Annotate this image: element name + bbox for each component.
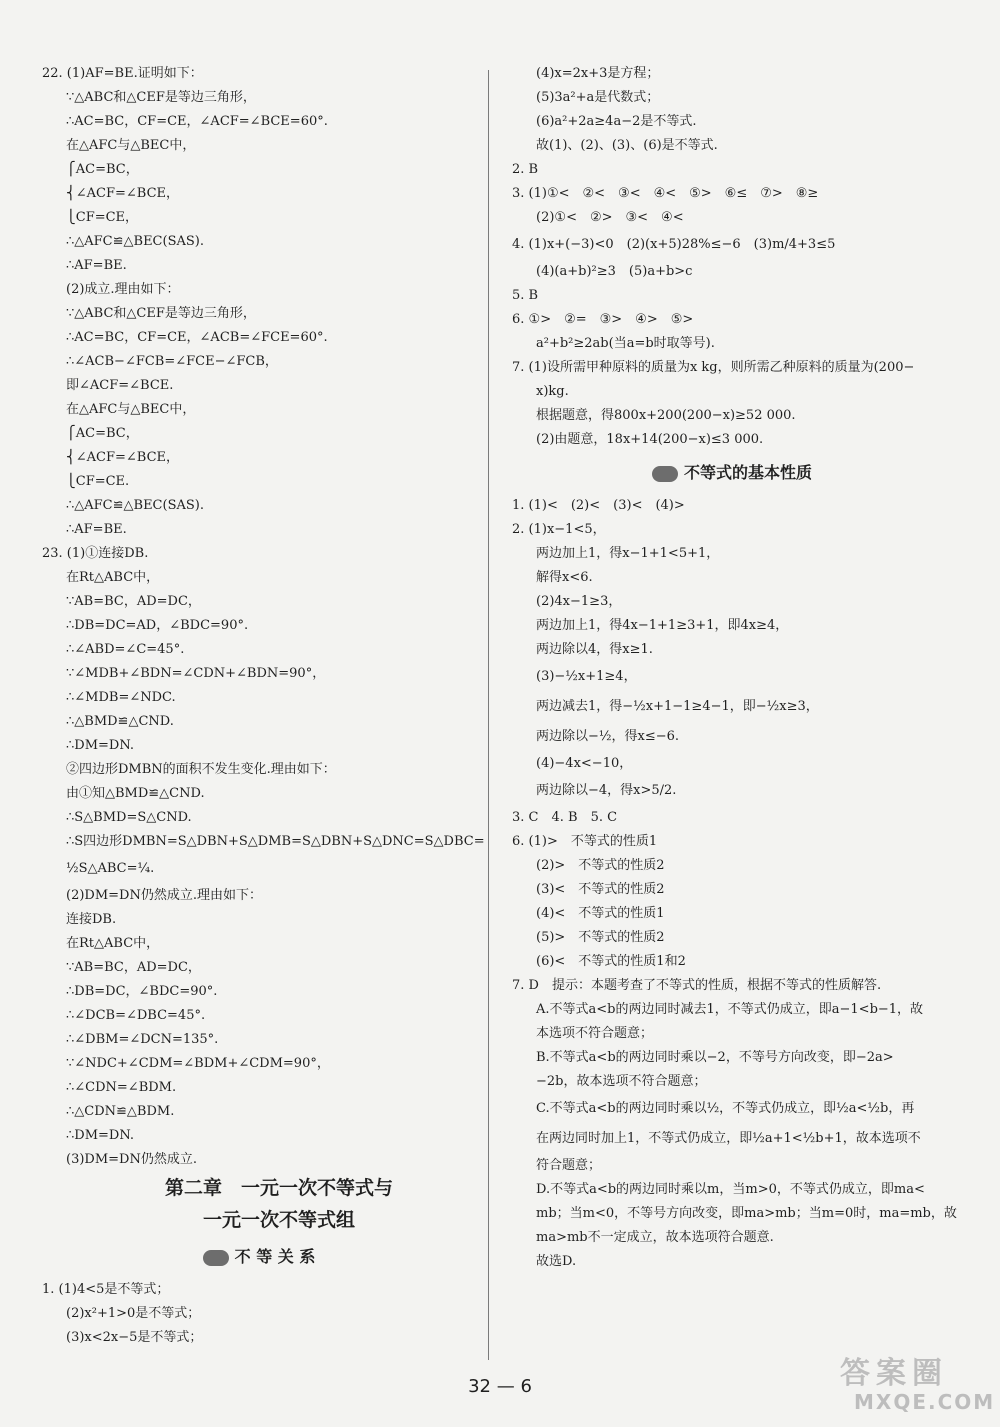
- answer-line: (2)①< ②> ③< ④<: [536, 210, 684, 225]
- answer-line: 两边加上1，得x−1+1<5+1，: [536, 546, 720, 561]
- answer-line: ½S△ABC=¼.: [66, 861, 155, 876]
- answer-line: 7. D 提示：本题考查了不等式的性质，根据不等式的性质解答.: [512, 978, 882, 993]
- column-divider: [488, 70, 489, 1360]
- answer-line: 在Rt△ABC中，: [66, 570, 160, 585]
- answer-line: ∴AF=BE.: [66, 258, 127, 273]
- answer-line: 4. (1)x+(−3)<0 (2)(x+5)28%≤−6 (3)m/4+3≤5: [512, 237, 836, 252]
- answer-line: ∵△ABC和△CEF是等边三角形，: [66, 306, 256, 321]
- answer-line: 1. (1)4<5是不等式；: [42, 1282, 170, 1297]
- answer-line: (2)4x−1≥3，: [536, 594, 622, 609]
- answer-line: 在△AFC与△BEC中，: [66, 402, 196, 417]
- answer-line: (3)−½x+1≥4，: [536, 669, 637, 684]
- answer-line: (4)< 不等式的性质1: [536, 906, 665, 921]
- section-title-text: 不等式的基本性质: [683, 463, 812, 482]
- answer-line: x)kg.: [536, 384, 569, 399]
- answer-line: ⎨∠ACF=∠BCE，: [66, 450, 180, 465]
- answer-line: ∵△ABC和△CEF是等边三角形，: [66, 90, 256, 105]
- left-column: [38, 62, 485, 1350]
- watermark-logo: [840, 1356, 996, 1416]
- answer-line: ∴△AFC≌△BEC(SAS).: [66, 498, 204, 513]
- answer-line: ∴S四边形DMBN=S△DBN+S△DMB=S△DBN+S△DNC=S△DBC=: [66, 834, 485, 849]
- answer-line: 在Rt△ABC中，: [66, 936, 160, 951]
- answer-line: ∵∠NDC+∠CDM=∠BDM+∠CDM=90°，: [66, 1056, 330, 1071]
- section-badge: [652, 466, 678, 482]
- answer-line: ∴∠ACB−∠FCB=∠FCE−∠FCB，: [66, 354, 278, 369]
- answer-line: (3)< 不等式的性质2: [536, 882, 665, 897]
- answer-line: 连接DB.: [66, 912, 117, 927]
- answer-line: ∴AC=BC，CF=CE，∠ACF=∠BCE=60°.: [66, 114, 328, 129]
- chapter-title-line2: 一元一次不等式组: [202, 1209, 355, 1231]
- section-title-text: 不 等 关 系: [234, 1247, 316, 1266]
- answer-line: 两边减去1，得−½x+1−1≥4−1，即−½x≥3，: [536, 699, 819, 714]
- answer-line: ②四边形DMBN的面积不发生变化.理由如下：: [66, 762, 336, 777]
- answer-line: −2b，故本选项不符合题意；: [536, 1074, 707, 1089]
- answer-line: a²+b²≥2ab(当a=b时取等号).: [536, 336, 715, 351]
- answer-line: ∴△BMD≌△CND.: [66, 714, 174, 729]
- answer-line: (2)DM=DN仍然成立.理由如下：: [66, 888, 262, 903]
- answer-line: 两边除以4，得x≥1.: [536, 642, 653, 657]
- answer-line: (3)DM=DN仍然成立.: [66, 1152, 197, 1167]
- answer-line: (5)> 不等式的性质2: [536, 930, 665, 945]
- answer-line: 2. B: [512, 162, 539, 177]
- answer-line: 两边加上1，得4x−1+1≥3+1，即4x≥4，: [536, 618, 789, 633]
- answer-line: ⎩CF=CE.: [66, 474, 130, 489]
- answer-line: B.不等式a<b的两边同时乘以−2，不等号方向改变，即−2a>: [536, 1050, 894, 1065]
- answer-line: 6. ①> ②= ③> ④> ⑤>: [512, 312, 694, 327]
- answer-line: A.不等式a<b的两边同时减去1，不等式仍成立，即a−1<b−1，故: [536, 1002, 924, 1017]
- answer-line: ∴∠CDN=∠BDM.: [66, 1080, 177, 1095]
- answer-line: 6. (1)> 不等式的性质1: [512, 834, 658, 849]
- answer-line: ∴△CDN≌△BDM.: [66, 1104, 175, 1119]
- answer-line: 故选D.: [536, 1254, 577, 1269]
- answer-line: ∴AF=BE.: [66, 522, 127, 537]
- section-heading-1: [38, 1240, 480, 1274]
- answer-line: (4)(a+b)²≥3 (5)a+b>c: [536, 264, 693, 279]
- answer-line: ⎨∠ACF=∠BCE，: [66, 186, 180, 201]
- answer-line: 23. (1)①连接DB.: [42, 546, 149, 561]
- section-heading-2: [508, 456, 956, 490]
- answer-line: 5. B: [512, 288, 539, 303]
- answer-line: 在两边同时加上1，不等式仍成立，即½a+1<½b+1，故本选项不: [536, 1131, 921, 1146]
- answer-line: 由①知△BMD≌△CND.: [66, 786, 205, 801]
- answer-line: ∴AC=BC，CF=CE，∠ACB=∠FCE=60°.: [66, 330, 328, 345]
- answer-line: 符合题意；: [536, 1158, 602, 1173]
- answer-line: 两边除以−½，得x≤−6.: [536, 729, 680, 744]
- answer-line: (5)3a²+a是代数式；: [536, 90, 660, 105]
- answer-line: 3. C 4. B 5. C: [512, 810, 618, 825]
- answer-line: ∵∠MDB+∠BDN=∠CDN+∠BDN=90°，: [66, 666, 326, 681]
- answer-line: ∴∠ABD=∠C=45°.: [66, 642, 185, 657]
- answer-line: ma>mb不一定成立，故本选项符合题意.: [536, 1230, 774, 1245]
- answer-line: ∴△AFC≌△BEC(SAS).: [66, 234, 204, 249]
- answer-line: (4)x=2x+3是方程；: [536, 66, 660, 81]
- answer-line: 解得x<6.: [536, 570, 593, 585]
- answer-line: D.不等式a<b的两边同时乘以m，当m>0，不等式仍成立，即ma<: [536, 1182, 925, 1197]
- answer-line: (3)x<2x−5是不等式；: [66, 1330, 203, 1345]
- answer-line: 7. (1)设所需甲种原料的质量为x kg，则所需乙种原料的质量为(200−: [512, 360, 915, 375]
- answer-line: 3. (1)①< ②< ③< ④< ⑤> ⑥≤ ⑦> ⑧≥: [512, 186, 819, 201]
- answer-line: 即∠ACF=∠BCE.: [66, 378, 174, 393]
- answer-line: 故(1)、(2)、(3)、(6)是不等式.: [536, 138, 718, 153]
- answer-line: ⎩CF=CE，: [66, 210, 139, 225]
- answer-line: C.不等式a<b的两边同时乘以½，不等式仍成立，即½a<½b，再: [536, 1101, 915, 1116]
- answer-line: ∵AB=BC，AD=DC，: [66, 960, 201, 975]
- watermark-url: MXQE.COM: [854, 1390, 996, 1414]
- answer-line: 2. (1)x−1<5，: [512, 522, 606, 537]
- answer-line: ⎧AC=BC，: [66, 426, 139, 441]
- answer-line: ⎧AC=BC，: [66, 162, 139, 177]
- answer-line: (6)a²+2a≥4a−2是不等式.: [536, 114, 697, 129]
- answer-line: mb；当m<0，不等号方向改变，即ma>mb；当m=0时，ma=mb，故: [536, 1206, 957, 1221]
- right-column: [508, 62, 956, 1274]
- answer-line: ∴∠MDB=∠NDC.: [66, 690, 176, 705]
- answer-line: ∴S△BMD=S△CND.: [66, 810, 192, 825]
- answer-line: (2)成立.理由如下：: [66, 282, 180, 297]
- answer-line: (2)> 不等式的性质2: [536, 858, 665, 873]
- answer-line: (6)< 不等式的性质1和2: [536, 954, 686, 969]
- answer-line: 1. (1)< (2)< (3)< (4)>: [512, 498, 685, 513]
- answer-line: ∴∠DCB=∠DBC=45°.: [66, 1008, 206, 1023]
- answer-line: ∴DB=DC，∠BDC=90°.: [66, 984, 218, 999]
- answer-line: ∴DM=DN.: [66, 1128, 134, 1143]
- page-number: 32 — 6: [468, 1376, 532, 1397]
- answer-line: ∴DB=DC=AD，∠BDC=90°.: [66, 618, 249, 633]
- answer-line: (4)−4x<−10，: [536, 756, 633, 771]
- answer-line: 在△AFC与△BEC中，: [66, 138, 196, 153]
- answer-line: 本选项不符合题意；: [536, 1026, 654, 1041]
- answer-line: (2)由题意，18x+14(200−x)≤3 000.: [536, 432, 764, 447]
- watermark-text: 答案圈: [840, 1356, 948, 1391]
- answer-line: 根据题意，得800x+200(200−x)≥52 000.: [536, 408, 796, 423]
- section-badge: [203, 1250, 229, 1266]
- answer-line: ∴∠DBM=∠DCN=135°.: [66, 1032, 219, 1047]
- answer-line: 两边除以−4，得x>5/2.: [536, 783, 677, 798]
- answer-line: ∵AB=BC，AD=DC，: [66, 594, 201, 609]
- answer-line: 22. (1)AF=BE.证明如下：: [42, 66, 203, 81]
- chapter-title-line1: 第二章 一元一次不等式与: [164, 1177, 393, 1199]
- answer-line: ∴DM=DN.: [66, 738, 134, 753]
- answer-line: (2)x²+1>0是不等式；: [66, 1306, 201, 1321]
